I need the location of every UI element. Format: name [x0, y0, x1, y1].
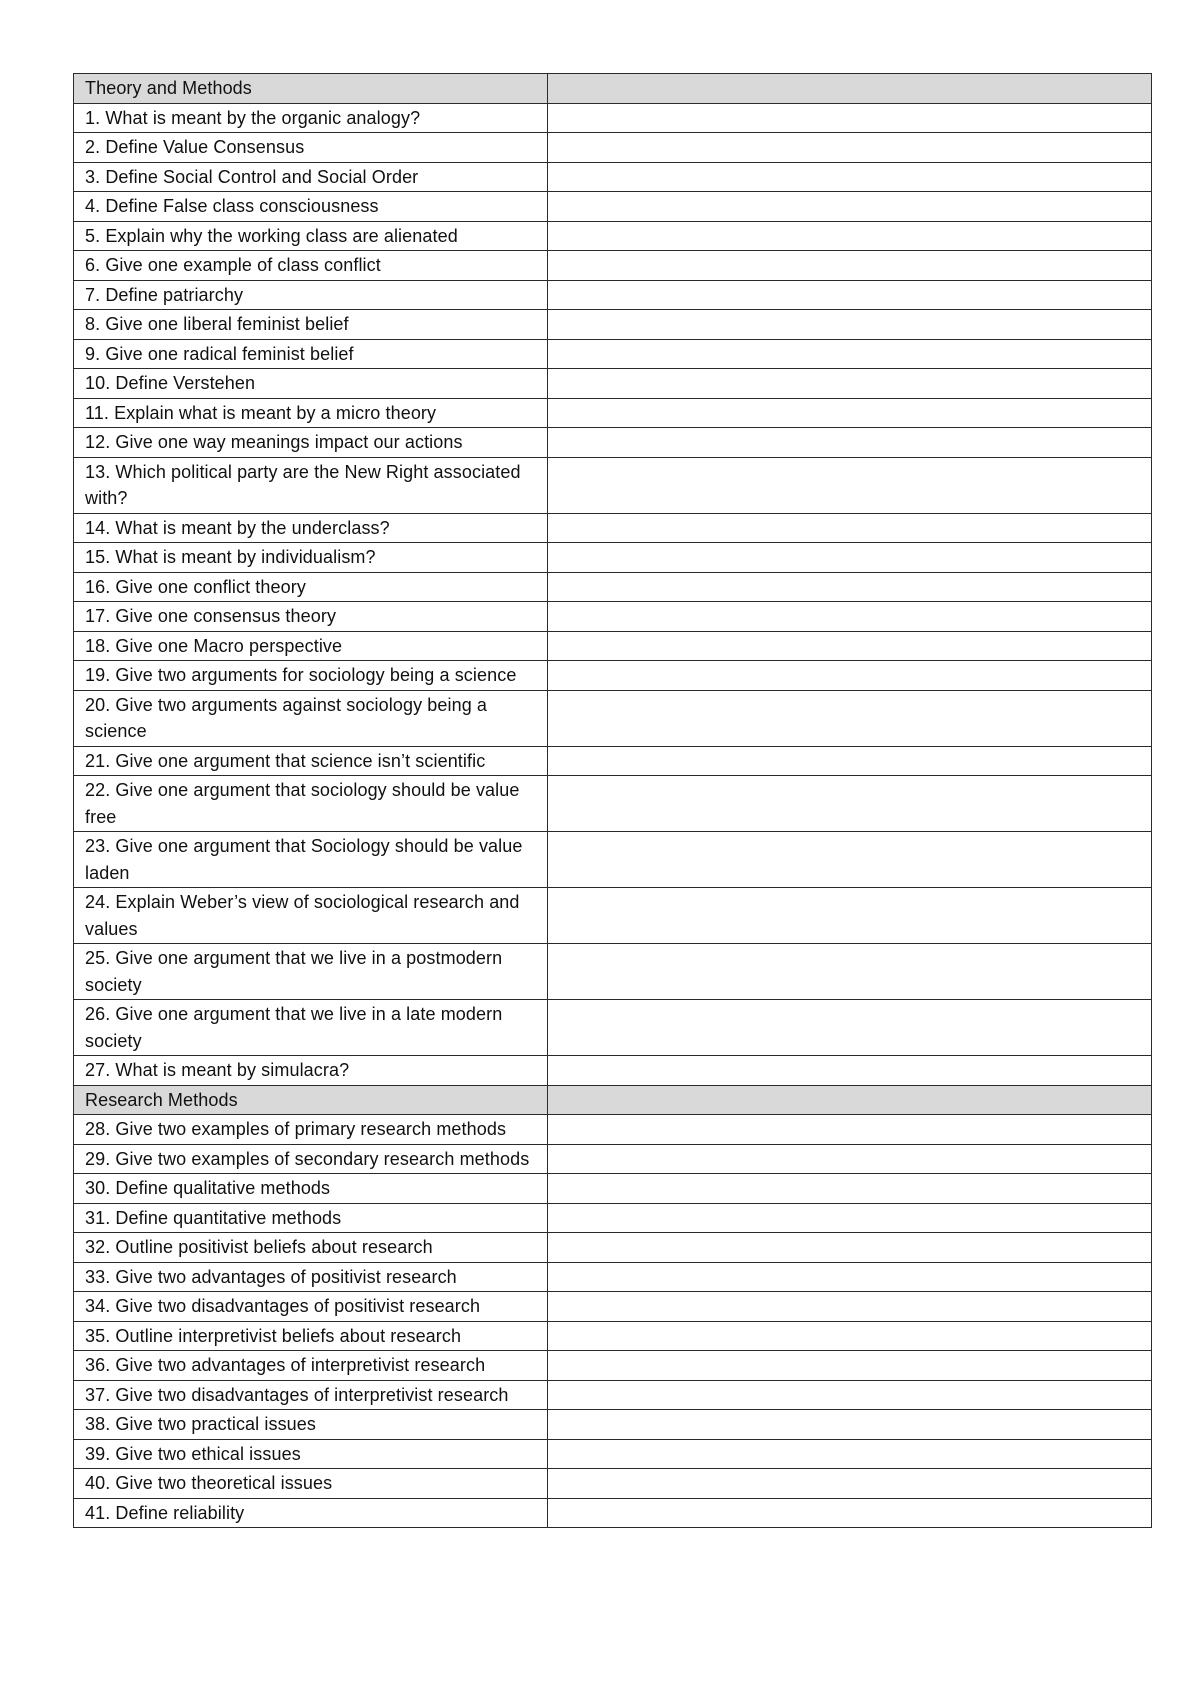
- question-row: [74, 690, 1152, 746]
- question-text: 1. What is meant by the organic analogy?: [74, 103, 548, 133]
- question-row: [74, 133, 1152, 163]
- question-row: [74, 1410, 1152, 1440]
- question-text: 6. Give one example of class conflict: [74, 251, 548, 281]
- section-header-blank-cell: [548, 74, 1152, 104]
- question-text: 26. Give one argument that we live in a late modern society: [74, 1000, 548, 1056]
- question-row: [74, 221, 1152, 251]
- answer-cell[interactable]: [548, 398, 1152, 428]
- answer-cell[interactable]: [548, 1380, 1152, 1410]
- answer-cell[interactable]: [548, 1292, 1152, 1322]
- question-text: 7. Define patriarchy: [74, 280, 548, 310]
- question-text: 35. Outline interpretivist beliefs about research: [74, 1321, 548, 1351]
- section-title: Theory and Methods: [74, 74, 548, 104]
- question-row: [74, 1056, 1152, 1086]
- answer-cell[interactable]: [548, 661, 1152, 691]
- question-text: 17. Give one consensus theory: [74, 602, 548, 632]
- question-row: [74, 832, 1152, 888]
- question-table: [73, 73, 1152, 1528]
- section-header-blank-cell: [548, 1085, 1152, 1115]
- answer-cell[interactable]: [548, 428, 1152, 458]
- answer-cell[interactable]: [548, 280, 1152, 310]
- answer-cell[interactable]: [548, 369, 1152, 399]
- question-row: [74, 339, 1152, 369]
- question-row: [74, 513, 1152, 543]
- answer-cell[interactable]: [548, 339, 1152, 369]
- answer-cell[interactable]: [548, 543, 1152, 573]
- question-row: [74, 457, 1152, 513]
- question-table-body: [74, 74, 1152, 1528]
- question-text: 18. Give one Macro perspective: [74, 631, 548, 661]
- question-row: [74, 1174, 1152, 1204]
- answer-cell[interactable]: [548, 1498, 1152, 1528]
- answer-cell[interactable]: [548, 1321, 1152, 1351]
- answer-cell[interactable]: [548, 457, 1152, 513]
- question-row: [74, 280, 1152, 310]
- answer-cell[interactable]: [548, 1351, 1152, 1381]
- question-text: 37. Give two disadvantages of interpretivist research: [74, 1380, 548, 1410]
- question-text: 20. Give two arguments against sociology being a science: [74, 690, 548, 746]
- section-header-row: [74, 74, 1152, 104]
- answer-cell[interactable]: [548, 133, 1152, 163]
- question-text: 15. What is meant by individualism?: [74, 543, 548, 573]
- question-text: 11. Explain what is meant by a micro theory: [74, 398, 548, 428]
- question-row: [74, 1469, 1152, 1499]
- question-row: [74, 1115, 1152, 1145]
- question-text: 14. What is meant by the underclass?: [74, 513, 548, 543]
- answer-cell[interactable]: [548, 776, 1152, 832]
- question-row: [74, 1233, 1152, 1263]
- question-text: 19. Give two arguments for sociology being a science: [74, 661, 548, 691]
- question-text: 30. Define qualitative methods: [74, 1174, 548, 1204]
- answer-cell[interactable]: [548, 832, 1152, 888]
- answer-cell[interactable]: [548, 631, 1152, 661]
- answer-cell[interactable]: [548, 746, 1152, 776]
- answer-cell[interactable]: [548, 1469, 1152, 1499]
- question-row: [74, 746, 1152, 776]
- question-text: 22. Give one argument that sociology should be value free: [74, 776, 548, 832]
- question-text: 16. Give one conflict theory: [74, 572, 548, 602]
- question-row: [74, 661, 1152, 691]
- answer-cell[interactable]: [548, 1056, 1152, 1086]
- question-row: [74, 1262, 1152, 1292]
- question-row: [74, 1321, 1152, 1351]
- answer-cell[interactable]: [548, 1174, 1152, 1204]
- question-text: 13. Which political party are the New Right associated with?: [74, 457, 548, 513]
- question-row: [74, 776, 1152, 832]
- question-row: [74, 251, 1152, 281]
- answer-cell[interactable]: [548, 1203, 1152, 1233]
- question-row: [74, 602, 1152, 632]
- question-text: 8. Give one liberal feminist belief: [74, 310, 548, 340]
- question-row: [74, 192, 1152, 222]
- answer-cell[interactable]: [548, 1000, 1152, 1056]
- answer-cell[interactable]: [548, 1262, 1152, 1292]
- question-text: 23. Give one argument that Sociology should be value laden: [74, 832, 548, 888]
- question-text: 12. Give one way meanings impact our actions: [74, 428, 548, 458]
- question-text: 4. Define False class consciousness: [74, 192, 548, 222]
- question-row: [74, 944, 1152, 1000]
- question-text: 10. Define Verstehen: [74, 369, 548, 399]
- question-row: [74, 428, 1152, 458]
- question-row: [74, 1439, 1152, 1469]
- answer-cell[interactable]: [548, 602, 1152, 632]
- section-title: Research Methods: [74, 1085, 548, 1115]
- question-row: [74, 543, 1152, 573]
- question-text: 38. Give two practical issues: [74, 1410, 548, 1440]
- answer-cell[interactable]: [548, 221, 1152, 251]
- question-text: 9. Give one radical feminist belief: [74, 339, 548, 369]
- question-row: [74, 631, 1152, 661]
- question-row: [74, 1498, 1152, 1528]
- question-row: [74, 398, 1152, 428]
- question-text: 28. Give two examples of primary research methods: [74, 1115, 548, 1145]
- question-text: 41. Define reliability: [74, 1498, 548, 1528]
- answer-cell[interactable]: [548, 251, 1152, 281]
- question-text: 39. Give two ethical issues: [74, 1439, 548, 1469]
- question-text: 24. Explain Weber’s view of sociological research and values: [74, 888, 548, 944]
- section-header-row: [74, 1085, 1152, 1115]
- question-text: 27. What is meant by simulacra?: [74, 1056, 548, 1086]
- question-row: [74, 1000, 1152, 1056]
- question-row: [74, 1203, 1152, 1233]
- answer-cell[interactable]: [548, 1410, 1152, 1440]
- answer-cell[interactable]: [548, 944, 1152, 1000]
- question-row: [74, 310, 1152, 340]
- question-text: 2. Define Value Consensus: [74, 133, 548, 163]
- question-text: 21. Give one argument that science isn’t scientific: [74, 746, 548, 776]
- question-row: [74, 369, 1152, 399]
- question-text: 40. Give two theoretical issues: [74, 1469, 548, 1499]
- question-row: [74, 572, 1152, 602]
- answer-cell[interactable]: [548, 1439, 1152, 1469]
- answer-cell[interactable]: [548, 513, 1152, 543]
- question-text: 36. Give two advantages of interpretivist research: [74, 1351, 548, 1381]
- question-row: [74, 1351, 1152, 1381]
- answer-cell[interactable]: [548, 1233, 1152, 1263]
- answer-cell[interactable]: [548, 103, 1152, 133]
- answer-cell[interactable]: [548, 162, 1152, 192]
- question-row: [74, 1144, 1152, 1174]
- answer-cell[interactable]: [548, 572, 1152, 602]
- answer-cell[interactable]: [548, 310, 1152, 340]
- question-text: 32. Outline positivist beliefs about research: [74, 1233, 548, 1263]
- question-text: 31. Define quantitative methods: [74, 1203, 548, 1233]
- answer-cell[interactable]: [548, 888, 1152, 944]
- question-text: 5. Explain why the working class are alienated: [74, 221, 548, 251]
- question-text: 25. Give one argument that we live in a postmodern society: [74, 944, 548, 1000]
- answer-cell[interactable]: [548, 1144, 1152, 1174]
- answer-cell[interactable]: [548, 1115, 1152, 1145]
- question-text: 33. Give two advantages of positivist research: [74, 1262, 548, 1292]
- answer-cell[interactable]: [548, 192, 1152, 222]
- question-row: [74, 1380, 1152, 1410]
- question-row: [74, 888, 1152, 944]
- question-text: 29. Give two examples of secondary research methods: [74, 1144, 548, 1174]
- question-row: [74, 162, 1152, 192]
- question-row: [74, 1292, 1152, 1322]
- question-row: [74, 103, 1152, 133]
- answer-cell[interactable]: [548, 690, 1152, 746]
- question-text: 3. Define Social Control and Social Order: [74, 162, 548, 192]
- question-text: 34. Give two disadvantages of positivist research: [74, 1292, 548, 1322]
